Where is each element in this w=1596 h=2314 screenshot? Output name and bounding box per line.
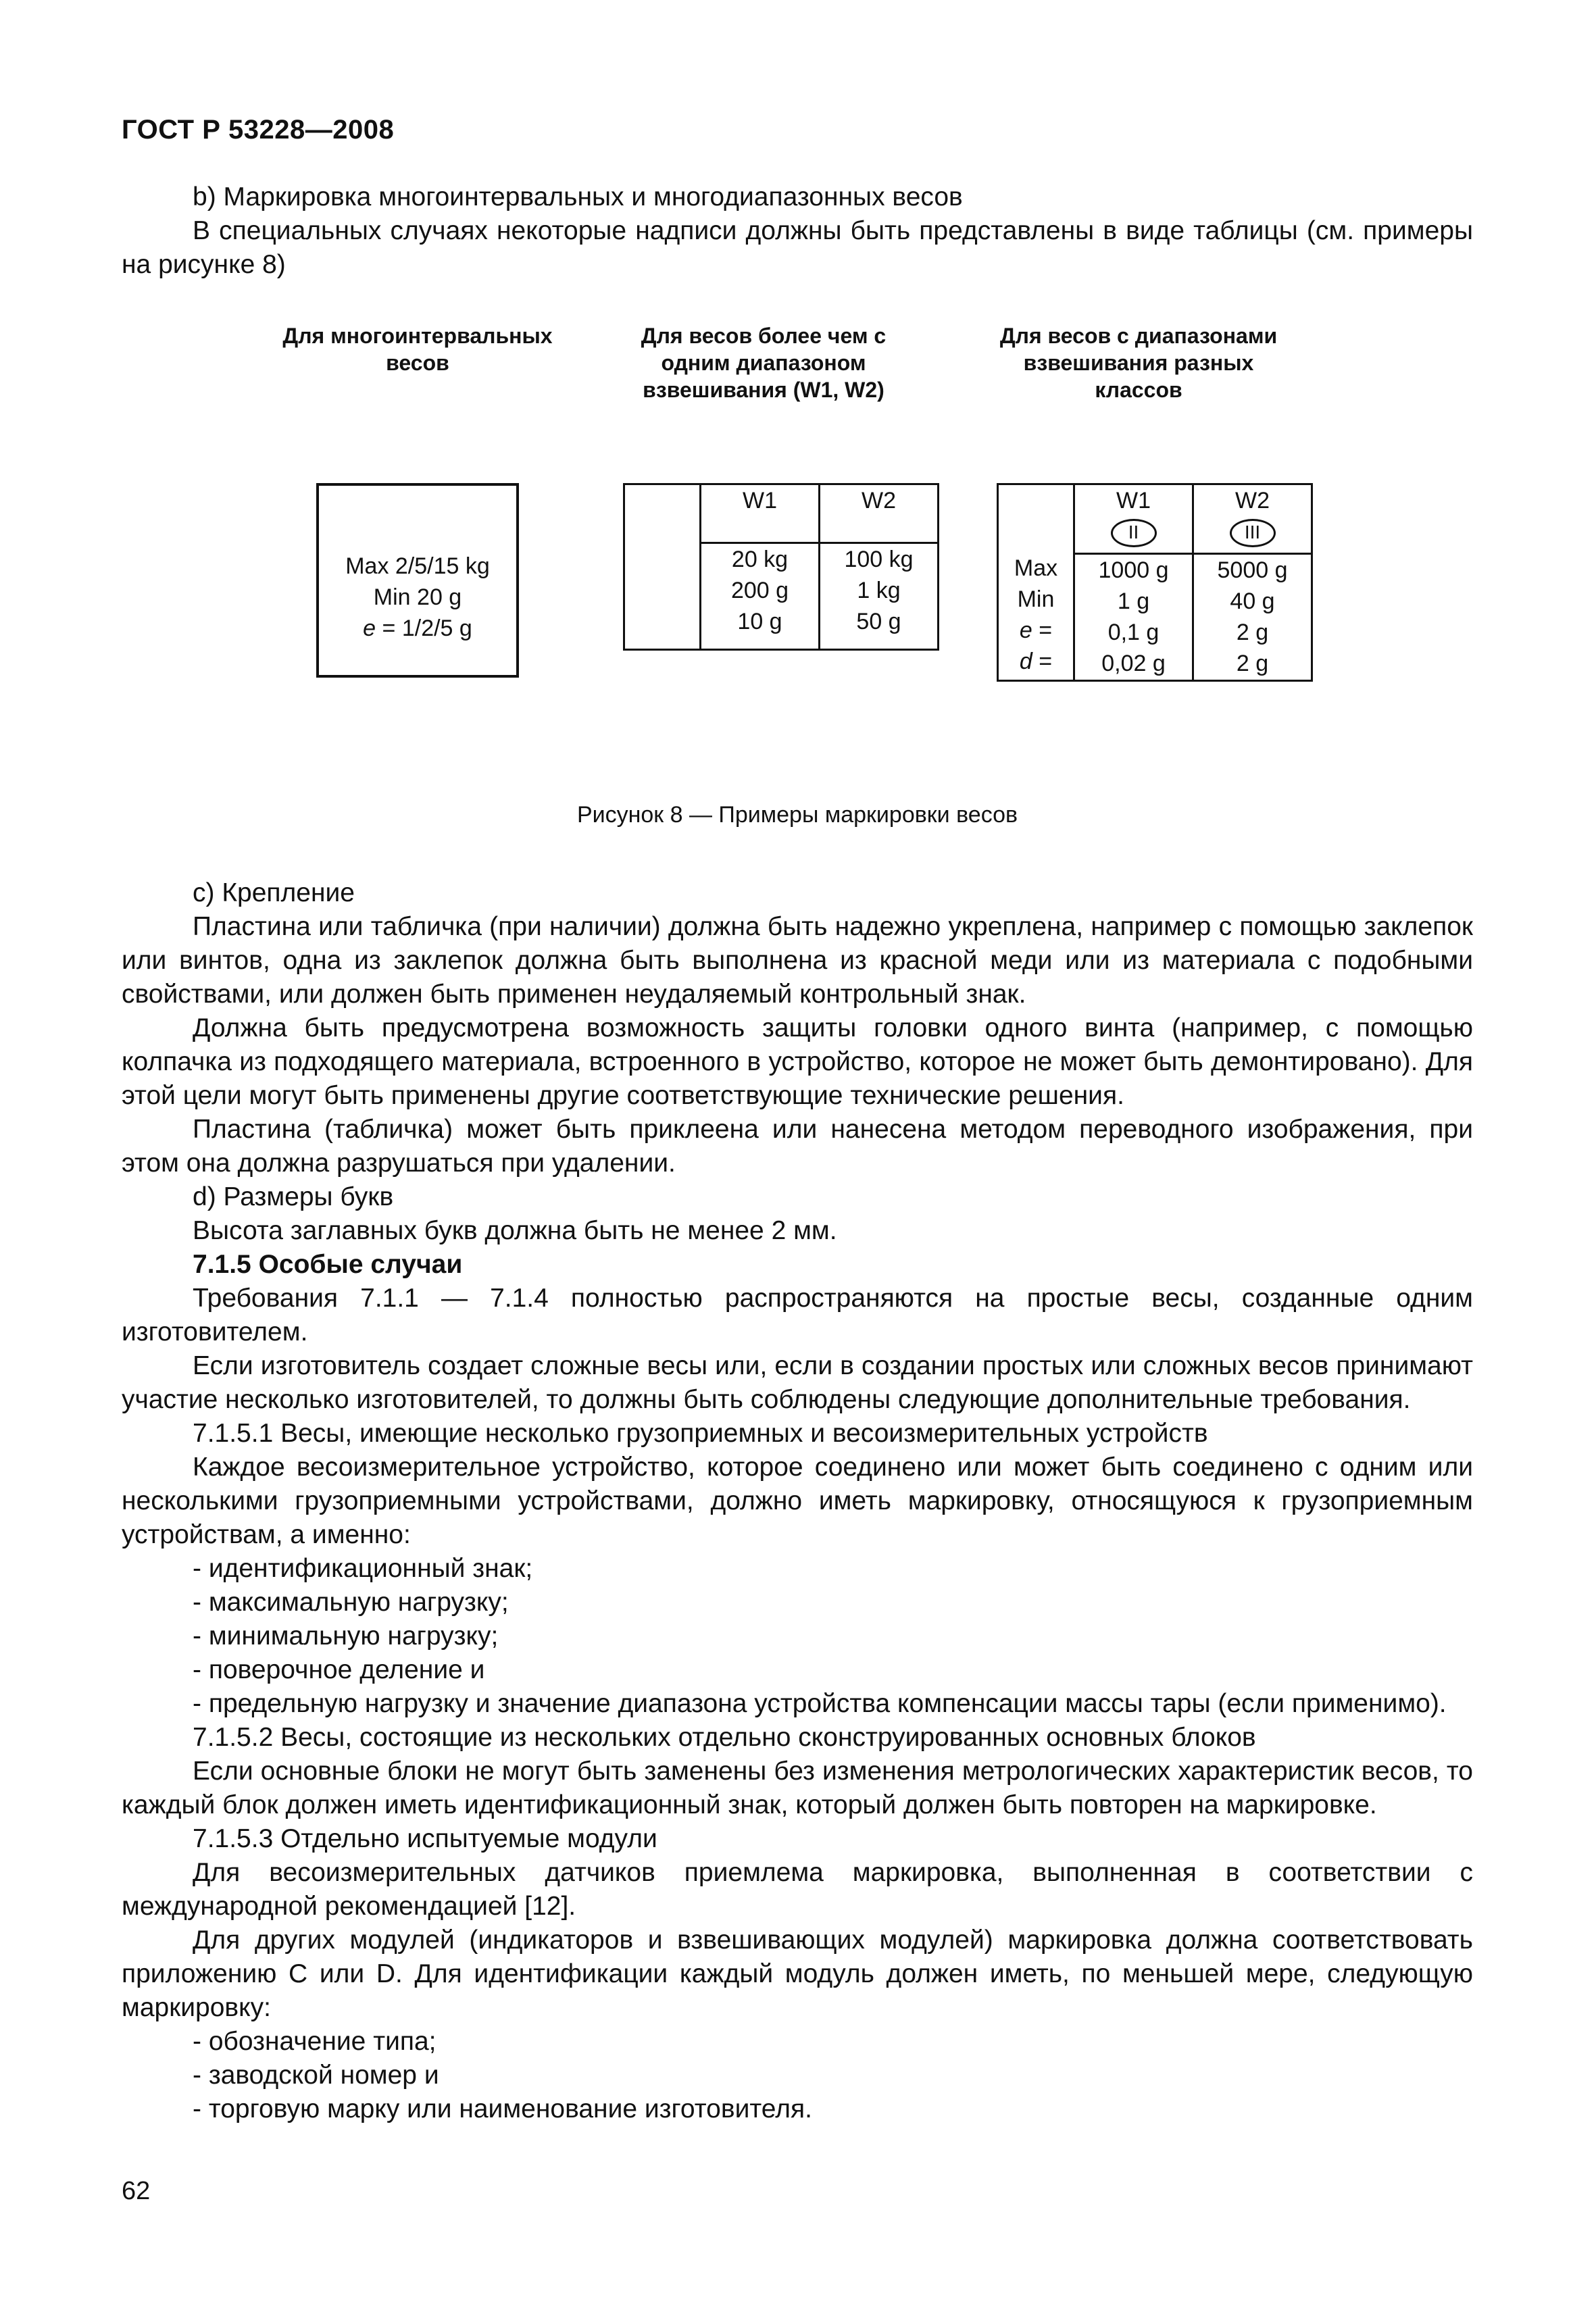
list-item: - предельную нагрузку и значение диапазона устройства компенсации массы тары (если применимо). [193, 1689, 1447, 1718]
section-7-1-5-title: 7.1.5 Особые случаи [193, 1250, 463, 1279]
document-code: ГОСТ Р 53228—2008 [122, 115, 395, 145]
section-b-title: b) Маркировка многоинтервальных и многодиапазонных весов [193, 182, 963, 211]
table2-w2-min: 1 kg [857, 578, 901, 603]
figure-8 [122, 322, 1473, 849]
table3-e-eq: = [1032, 618, 1053, 643]
figure-col2-heading: Для весов более чем с одним диапазоном взвешивания (W1, W2) [641, 324, 887, 402]
section-c-title: с) Крепление [193, 878, 355, 907]
section-7-1-5-3-para-1: Для весоизмерительных датчиков приемлема маркировка, выполненная в соответствии с международной рекомендацией [12]. [122, 1858, 1473, 1921]
table3-w1-label: W1 [1116, 488, 1151, 513]
table3-d-symbol: d [1019, 649, 1032, 674]
multi-interval-marking-box [316, 483, 519, 678]
accuracy-class-ii-icon: II [1111, 519, 1157, 547]
list-item: - поверочное деление и [193, 1655, 485, 1684]
section-7-1-5-1-text: Каждое весоизмерительное устройство, которое соединено или может быть соединено с одним или несколькими грузоприемными устройствами, должно иметь маркировку, относящуюся к грузоприемным устройствам, а именно: [122, 1453, 1473, 1549]
box1-e-symbol: e [363, 615, 376, 641]
section-7-1-5-para-2: Если изготовитель создает сложные весы или, если в создании простых или сложных весов принимают участие несколько изготовителей, то должны быть соблюдены следующие дополнительные требования. [122, 1351, 1473, 1414]
table2-w1-max: 20 kg [731, 547, 789, 572]
section-7-1-5-para-1: Требования 7.1.1 — 7.1.4 полностью распространяются на простые весы, созданные одним изготовителем. [122, 1284, 1473, 1347]
table3-label-d [999, 646, 1073, 677]
table3-w2-min: 40 g [1230, 588, 1275, 614]
list-item: - торговую марку или наименование изготовителя. [193, 2094, 812, 2123]
table2-w1-e: 10 g [737, 609, 782, 634]
box1-e-value: = 1/2/5 g [376, 615, 472, 641]
page-number: 62 [122, 2177, 151, 2205]
section-b-text: В специальных случаях некоторые надписи должны быть представлены в виде таблицы (см. примеры на рисунке 8) [122, 216, 1473, 279]
table3-w1-min: 1 g [1117, 588, 1150, 614]
section-7-1-5-1-title: 7.1.5.1 Весы, имеющие несколько грузоприемных и весоизмерительных устройств [193, 1419, 1208, 1448]
section-d-text: Высота заглавных букв должна быть не менее 2 мм. [193, 1216, 837, 1245]
section-7-1-5-3-list [122, 2025, 1473, 2126]
table3-label-max: Max [1014, 555, 1058, 581]
list-item: - максимальную нагрузку; [193, 1588, 509, 1617]
table3-w1-values [1074, 554, 1193, 681]
table3-labels [998, 484, 1074, 681]
section-c-para-3: Пластина (табличка) может быть приклеена или нанесена методом переводного изображения, при этом она должна разрушаться при удалении. [122, 1115, 1473, 1178]
table3-w2-d: 2 g [1236, 651, 1269, 676]
accuracy-class-iii-icon: III [1230, 519, 1276, 547]
figure-caption: Рисунок 8 — Примеры маркировки весов [576, 802, 1018, 828]
section-d-title: d) Размеры букв [193, 1182, 394, 1211]
table3-w2-e: 2 g [1236, 620, 1269, 645]
table2-w2-max: 100 kg [844, 547, 914, 572]
table2-head-w2: W2 [820, 484, 939, 543]
table3-label-e [999, 615, 1073, 646]
table2-w2-values [820, 543, 939, 650]
table3-w1-max: 1000 g [1098, 557, 1169, 583]
section-7-1-5-2-title: 7.1.5.2 Весы, состоящие из нескольких отдельно сконструированных основных блоков [193, 1723, 1256, 1752]
table3-w2-max: 5000 g [1217, 557, 1288, 583]
section-c-para-2: Должна быть предусмотрена возможность защиты головки одного винта (например, с помощью колпачка из подходящего материала, встроенного в устройство, которое не может быть демонтировано). Для этой цели могут быть применены другие соответствующие технические решения. [122, 1013, 1473, 1110]
box1-min: Min 20 g [373, 584, 462, 610]
multi-class-marking-table [997, 483, 1313, 682]
box1-max: Max 2/5/15 kg [345, 553, 490, 579]
section-7-1-5-3-para-2: Для других модулей (индикаторов и взвешивающих модулей) маркировка должна соответствовать приложению С или D. Для идентификации каждый модуль должен иметь, по меньшей мере, следующую маркировку: [122, 1926, 1473, 2022]
list-item: - идентификационный знак; [193, 1554, 533, 1583]
list-item: - заводской номер и [193, 2061, 439, 2090]
list-item: - обозначение типа; [193, 2027, 437, 2056]
table3-head-w1 [1074, 484, 1193, 554]
list-item: - минимальную нагрузку; [193, 1621, 499, 1651]
table3-w1-d: 0,02 g [1101, 651, 1166, 676]
table3-d-eq: = [1032, 649, 1053, 674]
table3-head-w2 [1193, 484, 1312, 554]
table2-empty-cell [624, 484, 701, 650]
table3-w2-label: W2 [1235, 488, 1270, 513]
document-page [122, 115, 1473, 2126]
figure-col1-heading: Для многоинтервальных весов [282, 324, 553, 375]
table3-w1-e: 0,1 g [1107, 620, 1159, 645]
table3-label-min: Min [1017, 586, 1055, 612]
table2-head-w1: W1 [701, 484, 820, 543]
section-7-1-5-1-list [122, 1552, 1473, 1721]
table3-e-symbol: e [1019, 618, 1032, 643]
section-7-1-5-2-text: Если основные блоки не могут быть заменены без изменения метрологических характеристик весов, то каждый блок должен иметь идентификационный знак, который должен быть повторен на маркировке. [122, 1757, 1473, 1819]
box1-e [319, 613, 516, 644]
table2-w1-values [701, 543, 820, 650]
multi-range-marking-table [623, 483, 939, 651]
table3-w2-values [1193, 554, 1312, 681]
table2-w2-e: 50 g [856, 609, 901, 634]
section-7-1-5-3-title: 7.1.5.3 Отдельно испытуемые модули [193, 1824, 657, 1853]
section-c-para-1: Пластина или табличка (при наличии) должна быть надежно укреплена, например с помощью заклепок или винтов, одна из заклепок должна быть выполнена из красной меди или из материала с подобными свойствами, или должен быть применен неудаляемый контрольный знак. [122, 912, 1473, 1009]
figure-col3-heading: Для весов с диапазонами взвешивания разных классов [999, 324, 1278, 402]
table2-w1-min: 200 g [730, 578, 789, 603]
